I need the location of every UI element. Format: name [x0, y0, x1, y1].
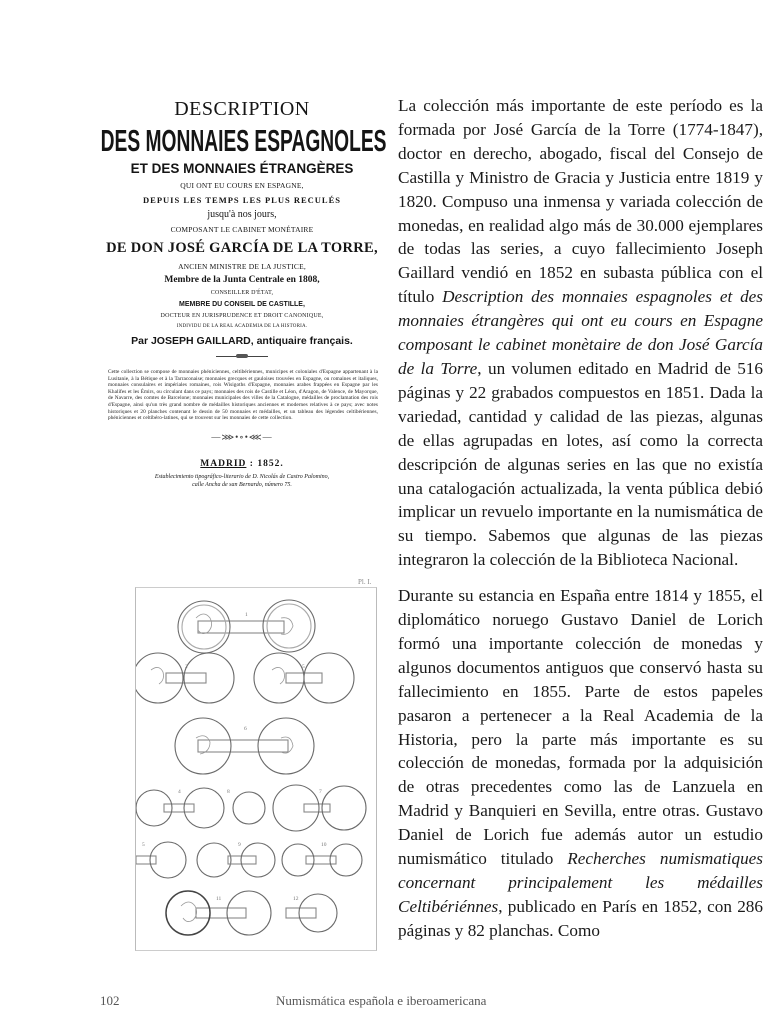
page-number: 102: [100, 993, 120, 1008]
tp-depuis: DEPUIS LES TEMPS LES PLUS RECULÉS: [143, 195, 341, 205]
tp-conseiller: CONSEILLER D'ÉTAT,: [210, 290, 274, 296]
coin-icon: [273, 785, 319, 831]
svg-text:7: 7: [319, 789, 322, 795]
coin-icon: [322, 786, 366, 830]
coin-icon: [166, 891, 210, 935]
tp-owner: DE DON JOSÉ GARCÍA DE LA TORRE,: [106, 240, 378, 256]
title-page-facsimile: [100, 92, 387, 572]
coin-icon: [150, 842, 186, 878]
coin-icon: [175, 718, 231, 774]
coin-icon: [178, 601, 230, 653]
tp-divider: [216, 356, 268, 357]
svg-text:11: 11: [216, 896, 222, 902]
tp-madrid: [104, 459, 380, 469]
svg-text:10: 10: [321, 842, 327, 848]
tp-docteur: DOCTEUR EN JURISPRUDENCE ET DROIT CANONIQUE,: [160, 313, 324, 319]
coin-icon: [258, 718, 314, 774]
svg-text:2: 2: [185, 664, 188, 670]
coin-icon: [184, 653, 234, 703]
tp-imprint-2: calle Ancha de san Bernardo, número 75.: [192, 481, 292, 488]
plate-label: Pl. I.: [358, 578, 372, 586]
ornament-icon: —⋙•∘•⋘—: [211, 431, 273, 442]
tp-membre-junta: Membre de la Junta Centrale en 1808,: [164, 275, 320, 285]
coin-icon: [282, 844, 314, 876]
paragraph-text: , un volumen editado en Madrid de 516 páginas y 22 grabados compuestos en 1851. Dada la variedad, cantidad y calidad de las piezas, algunas de ellas agrupadas en lotes, así como la correcta descripción de algunas series en las que no existía una catalogación actualizada, la venta pública debió implicar un revuelo importante en la numismática de su tiempo. Sabemos que algunas de las piezas integraron la colección de la Biblioteca Nacional.: [398, 358, 763, 570]
tp-ancien: ANCIEN MINISTRE DE LA JUSTICE,: [178, 262, 306, 271]
coin-icon: [227, 891, 271, 935]
coin-icon: [254, 653, 304, 703]
tp-composant: COMPOSANT LE CABINET MONÉTAIRE: [170, 225, 314, 234]
paragraph-text: La colección más importante de este período es la formada por José García de la Torre (1774-1847), doctor en derecho, abogado, fiscal del Consejo de Castilla y Ministro de Gracia y Justicia entre 1819 y 1820. Compuso una inmensa y variada colección de monedas, en realidad algo más de 30.000 ejemplares de todas las series, a cuyo fallecimiento Joseph Gaillard vendió en 1852 en subasta pública con el título: [398, 96, 763, 307]
coin-icon: [184, 788, 224, 828]
tp-main-title: DES MONNAIES ESPAGNOLES: [100, 123, 387, 158]
tp-jusqua: jusqu'à nos jours,: [207, 209, 277, 220]
coin-icon: [197, 843, 231, 877]
svg-text:12: 12: [293, 896, 299, 902]
paragraph-garcia-de-la-torre: [398, 94, 763, 572]
tp-membre-conseil: MEMBRE DU CONSEIL DE CASTILLE,: [179, 301, 305, 308]
paragraph-lorich: [398, 584, 763, 943]
coin-icon: [299, 894, 337, 932]
coin-icon: [263, 600, 315, 652]
coin-icon: [330, 844, 362, 876]
tp-fine-print: Cette collection se compose de monnaies phéniciennes, celtibériennes, municipes et coloniales d'Espagne appartenant à la Lusitanie, à la Bétique et à la Tarraconaise; monnaies grecques et gauloises trouvées en Espagne, ou romaines et italiques, monnaies consulaires et impériales romaines, rois Wisigoths d'Espagne, monnaies arabes frappées en Espagne par les Khalifes et les Émirs, ou circulant dans ce pays; monnaies des rois de Castille et Léon, d'Aragon, de Valence, de Mayorque, de Navarre, des comtes de Barcelone; monnaies municipales des villes de la Catalogne, médailles de proclamation des rois d'Espagne, ainsi qu'un très grand nombre de médailles historiques anciennes et modernes relatives à ce pays; avec notes historiques et 20 planches contenant le dessin de 50 monnaies et médailles, et un tableau des légendes celtibériennes, phéniciennes et celtibéro-latines, qui se trouvent sur les monnaies de cette collection.: [108, 369, 378, 422]
running-title: Numismática española e iberoamericana: [276, 993, 487, 1008]
svg-text:1: 1: [245, 612, 248, 618]
book-title-italic: Recherches numismatiques concernant principalement les médailles Celtibériénnes: [398, 849, 763, 916]
coin-plate-figure: [135, 587, 377, 951]
tp-madrid-year: : 1852.: [246, 458, 284, 469]
tp-subtitle: ET DES MONNAIES ÉTRANGÈRES: [130, 161, 354, 176]
paragraph-text: , publicado en París en 1852, con 286 páginas y 82 planchas. Como: [398, 896, 763, 940]
coin-icon: [136, 653, 183, 703]
book-title-italic: Description des monnaies espagnoles et des monnaies étrangères qui ont eu cours en Espagne composant le cabinet monètaire de don José García de la Torre: [398, 287, 763, 378]
svg-text:5: 5: [142, 842, 145, 848]
svg-text:9: 9: [238, 842, 241, 848]
svg-text:8: 8: [227, 789, 230, 795]
paragraph-text: Durante su estancia en España entre 1814 y 1855, el diplomático noruego Gustavo Daniel de Lorich formó una importante colección de monedas y algunos documentos antiguos que conservó hasta su fallecimiento en 1855. Parte de estos papeles pasaron a pertenecer a la Real Academia de la Historia, pero la parte más importante es su colección de monedas, formada por la adquisición de otras precedentes como las de Lanzuela en Madrid y Banquieri en Sevilla, entre otras. Gustavo Daniel de Lorich fue además autor un estudio numismático titulado: [398, 586, 763, 869]
svg-text:6: 6: [244, 726, 247, 732]
article-body: [398, 94, 763, 943]
coin-icon: [233, 792, 265, 824]
svg-text:4: 4: [178, 789, 181, 795]
tp-madrid-city: MADRID: [200, 458, 247, 469]
svg-text:5: 5: [302, 664, 305, 670]
coin-icon: [136, 790, 172, 826]
tp-imprint-1: Establecimiento tipográfico-literario de D. Nicolás de Castro Palomino,: [154, 473, 330, 480]
tp-description: DESCRIPTION: [174, 98, 310, 120]
tp-qui: QUI ONT EU COURS EN ESPAGNE,: [180, 181, 304, 190]
tp-individu: INDIVIDU DE LA REAL ACADEMIA DE LA HISTORIA.: [176, 324, 308, 329]
coin-plate-drawing: [136, 588, 376, 950]
coin-icon: [304, 653, 354, 703]
tp-author: Par JOSEPH GAILLARD, antiquaire français.: [131, 335, 353, 347]
coin-icon: [241, 843, 275, 877]
